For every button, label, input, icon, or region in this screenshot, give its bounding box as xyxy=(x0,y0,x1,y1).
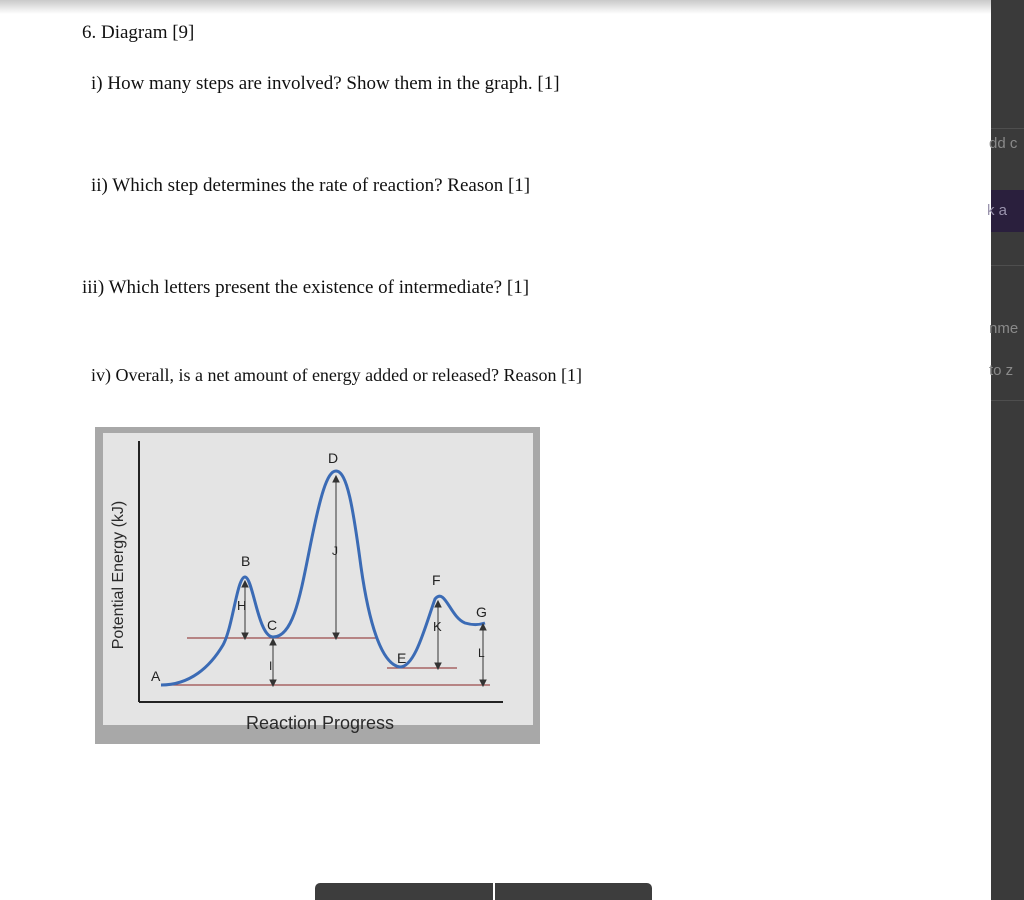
question-part-ii: ii) Which step determines the rate of reaction? Reason [1] xyxy=(91,175,531,196)
letter-c: C xyxy=(267,617,278,633)
letter-f: F xyxy=(432,572,441,588)
sidebar-fragment-4[interactable]: to z xyxy=(989,362,1014,379)
sidebar-divider xyxy=(991,128,1024,129)
energy-diagram-svg xyxy=(95,427,540,744)
letter-l: L xyxy=(478,646,485,660)
sidebar-fragment-2[interactable]: k a xyxy=(987,202,1008,219)
sidebar-fragment-1[interactable]: dd c xyxy=(989,135,1018,152)
letter-h: H xyxy=(237,598,247,613)
right-sidebar xyxy=(987,0,1024,900)
sidebar-fragment-3[interactable]: nme xyxy=(989,320,1019,337)
question-part-iii: iii) Which letters present the existence of intermediate? [1] xyxy=(82,277,530,298)
question-title: 6. Diagram [9] xyxy=(82,22,195,43)
question-part-i: i) How many steps are involved? Show them in the graph. [1] xyxy=(91,73,560,94)
bottom-toolbar-left[interactable] xyxy=(315,883,493,900)
question-part-iv: iv) Overall, is a net amount of energy added or released? Reason [1] xyxy=(91,365,582,385)
diagram-panel xyxy=(103,433,533,725)
letter-g: G xyxy=(476,604,487,620)
top-shadow xyxy=(0,0,991,14)
letter-i: I xyxy=(269,659,273,673)
letter-a: A xyxy=(151,668,161,684)
letter-k: K xyxy=(433,619,442,634)
sidebar-divider xyxy=(991,400,1024,401)
letter-d: D xyxy=(328,450,339,466)
x-axis-label: Reaction Progress xyxy=(245,713,395,733)
sidebar-action-block[interactable] xyxy=(987,190,1024,232)
energy-diagram xyxy=(95,427,540,744)
letter-b: B xyxy=(241,553,251,569)
bottom-toolbar-right[interactable] xyxy=(495,883,652,900)
sidebar-divider xyxy=(991,265,1024,266)
letter-j: J xyxy=(332,544,338,558)
y-axis-label: Potential Energy (kJ) xyxy=(110,500,127,650)
letter-e: E xyxy=(397,650,407,666)
